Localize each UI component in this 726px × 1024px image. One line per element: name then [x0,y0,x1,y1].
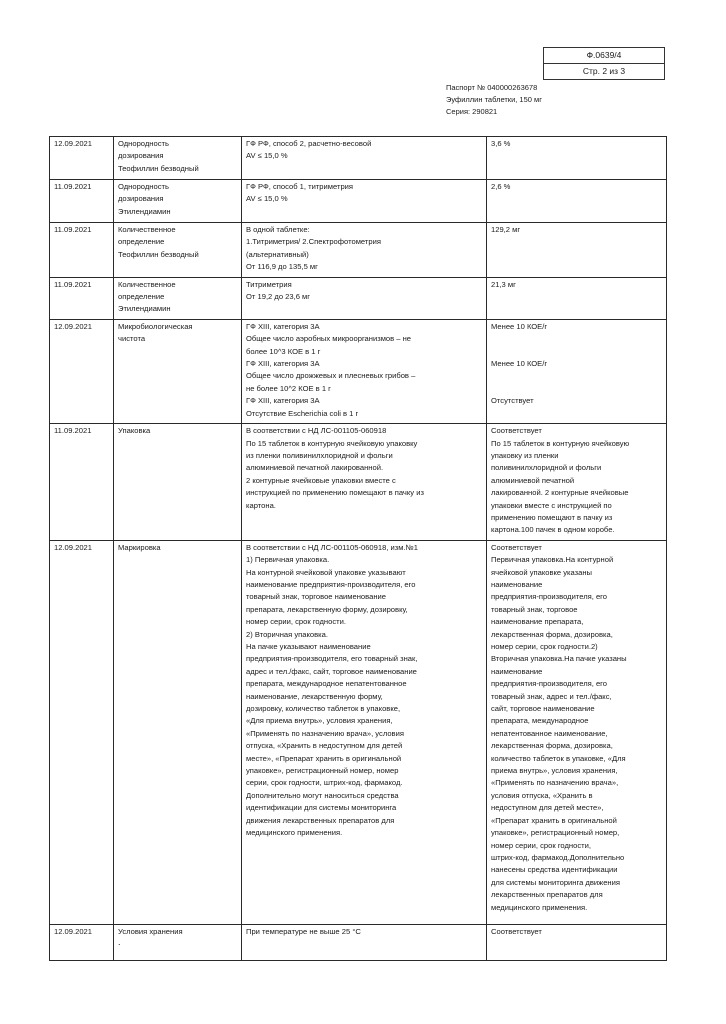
requirement-line: медицинского применения. [246,828,343,838]
result-line: лекарственных препаратов для [491,890,603,900]
requirement-line: упаковке», регистрационный номер, номер [246,766,399,776]
test-date: 12.09.2021 [50,924,114,960]
result-line [491,333,663,345]
test-requirement [242,277,487,319]
result-line: упаковке», регистрационный номер, [491,828,620,838]
requirement-line: картона. [246,500,276,510]
test-date: 12.09.2021 [50,137,114,180]
requirement-line: предприятия-производителя, его товарный знак, [246,654,418,664]
requirement-line: ГФ XIII, категория 3А [246,396,320,406]
requirement-line: дозировку, количество таблеток в упаковке, [246,704,401,714]
requirement-line: инструкцией по применению помещают в пачку из [246,488,424,498]
series-number: Серия: 290821 [446,107,498,116]
name-line: Количественное [118,225,176,234]
test-result [487,540,667,924]
product-name: Эуфиллин таблетки, 150 мг [446,95,542,104]
requirement-line: препарата, лекарственную форму, дозировку, [246,604,408,614]
table-row [50,924,667,960]
name-line: дозирования [118,194,164,204]
name-line: Маркировка [118,542,161,552]
name-line: Теофиллин безводный [118,163,199,173]
requirement-line: ГФ РФ, способ 1, титриметрия [246,182,354,191]
name-line: Однородность [118,182,169,191]
test-requirement [242,924,487,960]
requirement-line: От 19,2 до 23,6 мг [246,292,311,302]
test-date: 11.09.2021 [50,180,114,223]
table-row [50,319,667,423]
requirement-line: ГФ XIII, категория 3А [246,321,320,331]
result-line: наименование [491,666,543,676]
result-line: номер серии, срок годности.2) [491,642,598,651]
name-line: Количественное [118,279,176,289]
requirement-line: из пленки поливинилхлоридной и фольги [246,450,393,460]
result-line: медицинского применения. [491,902,588,912]
requirement-line: товарный знак, торговое наименование [246,592,386,602]
results-table [49,136,667,961]
table-row [50,540,667,924]
requirement-line: 2 контурные ячейковые упаковки вместе с [246,475,396,485]
form-code: Ф.0639/4 [586,50,622,60]
test-requirement [242,319,487,423]
requirement-line: 2) Вторичная упаковка. [246,629,328,639]
test-date: 11.09.2021 [50,424,114,541]
name-line: Микробиологическая [118,321,193,331]
test-requirement [242,223,487,278]
test-name [114,180,242,223]
requirement-line: AV ≤ 15,0 % [246,151,288,161]
requirement-line: наименование, лекарственную форму, [246,691,383,701]
test-name [114,540,242,924]
requirement-line: От 116,9 до 135,5 мг [246,262,318,272]
requirement-line: отпуска, «Хранить в недоступном для детей [246,741,403,751]
test-name [114,924,242,960]
result-line: поливинилхлоридной и фольги [491,463,602,473]
test-requirement [242,424,487,541]
name-line: Этилендиамин [118,206,171,216]
passport-header [446,82,542,118]
name-line: Упаковка [118,426,151,436]
result-line: Отсутствует [491,396,534,406]
requirement-line: В одной таблетке: [246,225,310,234]
result-line: непатентованное наименование, [491,728,608,738]
name-line: Теофиллин безводный [118,249,199,259]
results-table-body [50,137,667,961]
table-row [50,137,667,180]
requirement-line: Титриметрия [246,279,292,289]
result-line: номер серии, срок годности, [491,840,591,850]
requirement-line: Дополнительно могут наноситься средства [246,790,399,800]
table-row [50,277,667,319]
name-line: Однородность [118,139,169,148]
result-line: Вторичная упаковка.На пачке указаны [491,654,627,664]
test-name [114,319,242,423]
test-date: 11.09.2021 [50,223,114,278]
requirement-line: В соответствии с НД ЛС-001105-060918 [246,426,387,436]
result-line [491,383,663,395]
test-requirement [242,180,487,223]
result-line: лекарственная форма, дозировка, [491,741,613,751]
result-line: недоступном для детей месте», [491,803,604,813]
form-code-box [543,47,665,80]
test-result [487,277,667,319]
name-line: определение [118,237,165,247]
result-line: 129,2 мг [491,225,521,234]
table-row [50,424,667,541]
result-line: применению помещают в пачку из [491,512,613,522]
result-line: товарный знак, торговое [491,604,578,614]
requirement-line: (альтернативный) [246,249,309,259]
result-line: Менее 10 КОЕ/г [491,321,548,331]
result-line: ячейковой упаковке указаны [491,567,593,577]
requirement-line: «Для приема внутрь», условия хранения, [246,716,393,726]
name-line: дозирования [118,151,164,161]
result-line: «Применять по назначению врача», [491,778,619,788]
result-line: «Препарат хранить в оригинальной [491,815,617,825]
requirement-line: номер серии, срок годности. [246,617,346,627]
requirement-line: По 15 таблеток в контурную ячейковую упаковку [246,438,418,448]
requirement-line: 1) Первичная упаковка. [246,555,330,565]
test-name [114,277,242,319]
result-line: Соответствует [491,426,542,436]
test-name [114,137,242,180]
test-result [487,319,667,423]
table-row [50,180,667,223]
requirement-line: 1.Титриметрия/ 2.Спектрофотометрия [246,237,381,247]
result-line: По 15 таблеток в контурную ячейковую [491,438,630,448]
test-result [487,180,667,223]
result-line [491,370,663,382]
requirement-line: При температуре не выше 25 °С [246,926,361,936]
requirement-line: наименование предприятия-производителя, его [246,579,416,589]
result-line: Соответствует [491,542,542,552]
requirement-line: месте», «Препарат хранить в оригинальной [246,753,402,763]
result-line: алюминиевой печатной [491,475,575,485]
requirement-line: Отсутствие Escherichia coli в 1 г [246,408,359,418]
result-line: упаковки вместе с инструкцией по [491,500,612,510]
result-line: лекарственная форма, дозировка, [491,629,613,639]
test-date: 12.09.2021 [50,319,114,423]
result-line: штрих-код, фармакод.Дополнительно [491,852,625,862]
requirement-line: препарата, международное непатентованное [246,679,407,689]
result-line: предприятия-производителя, его [491,679,608,689]
name-line: Этилендиамин [118,304,171,314]
result-line: Соответствует [491,926,542,936]
requirement-line: алюминиевой печатной лакированной. [246,463,384,473]
requirement-line: идентификации для системы мониторинга [246,803,397,813]
requirement-line: не более 10^2 КОЕ в 1 г [246,383,331,393]
result-line: условия отпуска, «Хранить в [491,790,593,800]
result-line: Менее 10 КОЕ/г [491,359,548,369]
result-line: для системы мониторинга движения [491,877,620,887]
requirement-line: адрес и тел./факс, сайт, торговое наименование [246,666,417,676]
result-line: 3,6 % [491,139,511,148]
requirement-line: ГФ XIII, категория 3А [246,359,320,369]
requirement-line: На контурной ячейковой упаковке указывают [246,567,406,577]
page-number: Стр. 2 из 3 [544,63,664,79]
result-line: нанесены средства идентификации [491,865,618,875]
test-name [114,223,242,278]
result-line: Первичная упаковка.На контурной [491,555,614,565]
name-line: чистота [118,334,146,344]
test-requirement [242,540,487,924]
requirement-line: более 10^3 КОЕ в 1 г [246,346,321,356]
requirement-line: Общее число аэробных микроорганизмов – не [246,334,412,344]
table-row [50,223,667,278]
result-line: приема внутрь», условия хранения, [491,766,618,776]
requirement-line: движения лекарственных препаратов для [246,815,395,825]
result-line: товарный знак, адрес и тел./факс, [491,691,612,701]
name-line: определение [118,292,165,302]
test-result [487,223,667,278]
result-line: 2,6 % [491,182,511,191]
test-result [487,424,667,541]
test-date: 11.09.2021 [50,277,114,319]
result-line: 21,3 мг [491,279,516,289]
result-line: препарата, международное [491,716,589,726]
requirement-line: серии, срок годности, штрих-код, фармакод. [246,778,403,788]
name-line: Условия хранения [118,926,183,936]
passport-number: Паспорт № 040000263678 [446,83,538,92]
result-line [491,346,663,358]
requirement-line: На пачке указывают наименование [246,642,371,651]
test-requirement [242,137,487,180]
test-result [487,924,667,960]
test-date: 12.09.2021 [50,540,114,924]
requirement-line: ГФ РФ, способ 2, расчетно-весовой [246,139,372,148]
requirement-line: «Применять по назначению врача», условия [246,728,404,738]
result-line: наименование препарата, [491,617,584,627]
requirement-line: Общее число дрожжевых и плесневых грибов – [246,371,416,381]
test-result [487,137,667,180]
name-line: . [118,937,121,948]
result-line: картона.100 пачек в одном коробе. [491,525,615,535]
result-line: сайт, торговое наименование [491,704,595,714]
result-line: упаковку из пленки [491,450,559,460]
result-line: наименование [491,579,543,589]
test-name [114,424,242,541]
requirement-line: В соответствии с НД ЛС-001105-060918, изм.№1 [246,542,418,552]
result-line: количество таблеток в упаковке, «Для [491,753,626,763]
result-line: предприятия-производителя, его [491,592,608,602]
result-line: лакированной. 2 контурные ячейковые [491,488,629,498]
requirement-line: AV ≤ 15,0 % [246,194,288,204]
